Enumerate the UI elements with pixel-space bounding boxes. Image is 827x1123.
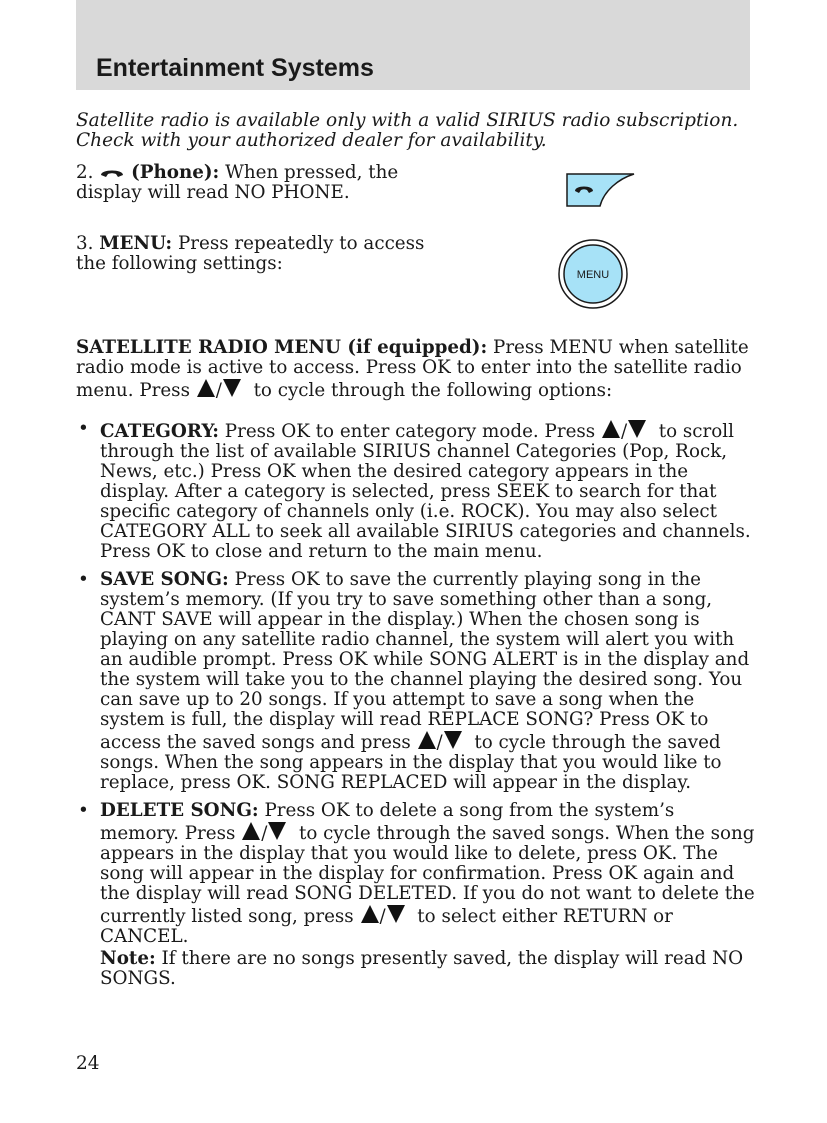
list-item-delete-song <box>76 801 756 989</box>
option-text: to select either RETURN or CANCEL. <box>100 906 673 947</box>
arrow-down-icon <box>627 419 647 439</box>
slash-separator: / <box>379 906 386 927</box>
note-text: If there are no songs presently saved, the display will read NO SONGS. <box>100 948 744 989</box>
option-text: to cycle through the saved songs. When the song appears in the display that you would like to replace, press OK. SONG REPLACED will appear in the display. <box>100 732 722 793</box>
arrow-down-icon <box>386 904 406 924</box>
arrow-up-icon <box>417 730 437 750</box>
option-text: to cycle through the saved songs. When the song appears in the display that you would like to delete, press OK. The song will appear in the display for confirmation. Press OK again and the display will read SONG DELETED. If you do not want to delete the currently listed song, press <box>100 823 755 927</box>
option-text: Press OK to delete a song from the system’s memory. Press <box>100 800 675 844</box>
list-item-category <box>76 419 756 562</box>
list-item-save-song <box>76 570 756 793</box>
bullet-icon: • <box>78 569 89 590</box>
section-heading: SATELLITE RADIO MENU (if equipped): <box>76 337 488 358</box>
section-text: to cycle through the following options: <box>253 380 613 401</box>
slash-separator: / <box>261 823 268 844</box>
phone-item <box>76 163 436 203</box>
option-label: SAVE SONG: <box>100 569 229 590</box>
arrow-up-icon <box>241 821 261 841</box>
arrow-up-icon <box>601 419 621 439</box>
phone-button-illustration <box>566 171 638 209</box>
option-label: DELETE SONG: <box>100 800 259 821</box>
phone-description: When pressed, the display will read NO PHONE. <box>76 162 399 203</box>
arrow-up-icon <box>360 904 380 924</box>
note-label: Note: <box>100 948 156 969</box>
item-number: 2. <box>76 162 94 183</box>
menu-description: Press repeatedly to access the following settings: <box>76 233 425 274</box>
option-text: to scroll through the list of available SIRIUS channel Categories (Pop, Rock, News, etc.) Press OK when the desired category appears in the display. After a category is selected, press SEEK to search for that specific category of channels only (i.e. ROCK). You may also select CATEGORY ALL to seek all available SIRIUS categories and channels. Press OK to close and return to the main menu. <box>100 421 751 562</box>
bullet-icon: • <box>78 800 89 821</box>
intro-note: Satellite radio is available only with a valid SIRIUS radio subscription. Check with your authorized dealer for availability. <box>76 110 739 151</box>
option-text: Press OK to save the currently playing song in the system’s memory. (If you try to save something other than a song, CANT SAVE will appear in the display.) When the chosen song is playing on any satellite radio channel, the system will alert you with an audible prompt. Press OK while SONG ALERT is in the display and the system will take you to the channel playing the desired song. You can save up to 20 songs. If you attempt to save a song when the system is full, the display will read REPLACE SONG? Press OK to access the saved songs and press <box>100 569 750 753</box>
menu-button-label: MENU <box>576 269 610 281</box>
satellite-radio-menu-section <box>76 338 752 401</box>
page-title: Entertainment Systems <box>96 54 374 82</box>
menu-label: MENU: <box>99 233 173 254</box>
option-text: Press OK to enter category mode. Press <box>224 421 596 442</box>
slash-separator: / <box>215 380 222 401</box>
section-text: Press MENU when satellite radio mode is active to access. Press OK to enter into the satellite radio menu. Press <box>76 337 749 401</box>
option-label: CATEGORY: <box>100 421 219 442</box>
arrow-down-icon <box>443 730 463 750</box>
slash-separator: / <box>620 421 628 442</box>
arrow-down-icon <box>222 378 242 398</box>
note <box>100 949 756 989</box>
slash-separator: / <box>436 732 443 753</box>
phone-label: (Phone): <box>131 162 220 183</box>
phone-icon <box>99 166 125 180</box>
arrow-down-icon <box>267 821 287 841</box>
item-number: 3. <box>76 233 94 254</box>
page-number: 24 <box>76 1053 100 1074</box>
menu-options-list <box>76 419 756 997</box>
menu-button-illustration <box>557 238 629 310</box>
bullet-icon: • <box>78 418 89 439</box>
arrow-up-icon <box>196 378 216 398</box>
menu-item <box>76 234 436 274</box>
